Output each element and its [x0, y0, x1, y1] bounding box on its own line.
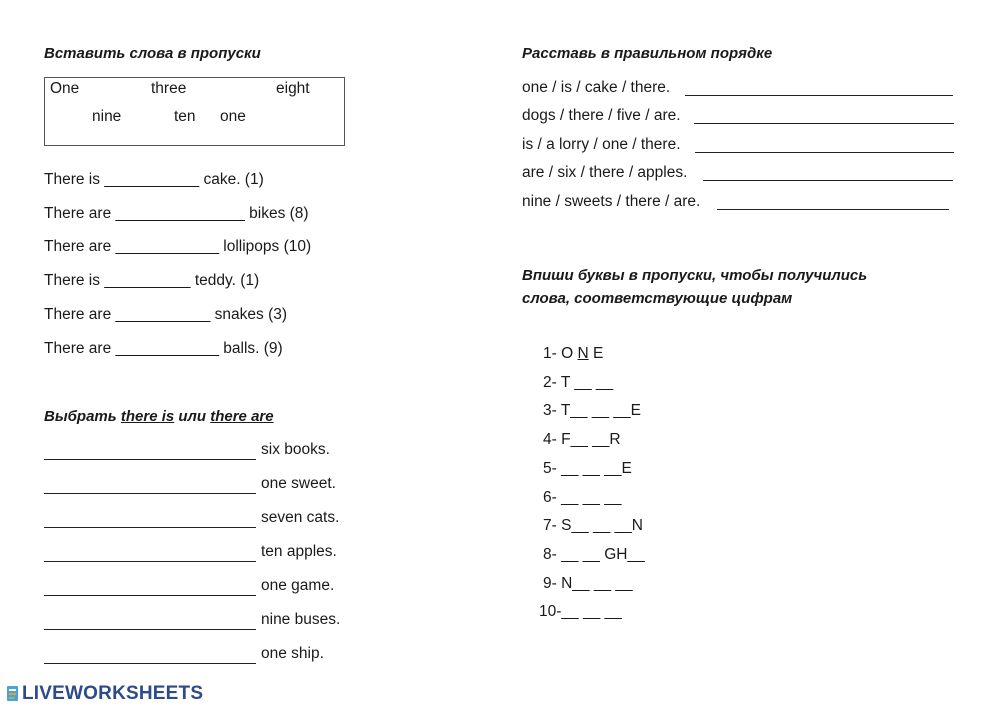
answer-line[interactable]: [44, 561, 256, 562]
answer-line[interactable]: [44, 459, 256, 460]
sentence-start: There are: [44, 340, 116, 357]
letter-item[interactable]: [543, 374, 613, 392]
word-bank-word: one: [220, 108, 246, 125]
letter-item-number: 5-: [543, 460, 557, 477]
order-item-text: are / six / there / apples.: [522, 164, 688, 181]
letter-item-text: __ __ __: [556, 489, 622, 506]
section3-heading: Расставь в правильном порядке: [522, 45, 773, 62]
order-item-text: dogs / there / five / are.: [522, 107, 681, 124]
sentence-blank[interactable]: ____________: [115, 238, 219, 255]
letter-item-text: F__ __R: [556, 431, 621, 448]
sentence-end: bikes (8): [244, 205, 309, 222]
liveworksheets-logo[interactable]: [6, 684, 203, 704]
answer-line[interactable]: [44, 595, 256, 596]
answer-line[interactable]: [695, 152, 954, 153]
answer-line[interactable]: [44, 629, 256, 630]
letter-item-number: 2-: [543, 374, 557, 391]
choice-item-text: one sweet.: [261, 475, 336, 492]
sentence-blank[interactable]: __________: [104, 272, 191, 289]
answer-line[interactable]: [44, 527, 256, 528]
sentence-end: lollipops (10): [218, 238, 312, 255]
answer-line[interactable]: [44, 493, 256, 494]
logo-text: LIVEWORKSHEETS: [22, 683, 204, 704]
letter-item[interactable]: [543, 489, 621, 507]
section2-heading: [44, 408, 274, 425]
fill-sentence[interactable]: [44, 205, 309, 223]
choice-item-text: one game.: [261, 577, 335, 594]
letter-item-number: 10-: [539, 603, 562, 620]
word-bank-word: eight: [276, 80, 310, 97]
letter-item[interactable]: [543, 460, 632, 478]
order-item-text: is / a lorry / one / there.: [522, 136, 681, 153]
fill-sentence[interactable]: [44, 238, 311, 256]
sentence-blank[interactable]: ___________: [104, 171, 200, 188]
fill-sentence[interactable]: [44, 306, 287, 324]
answer-line[interactable]: [44, 663, 256, 664]
sentence-blank[interactable]: ____________: [115, 340, 219, 357]
sentence-start: There are: [44, 238, 116, 255]
letter-item-text: T__ __ __E: [556, 402, 641, 419]
letter-item-text: __ __ __: [561, 603, 622, 620]
letter-item-number: 8-: [543, 546, 557, 563]
choice-item-text: one ship.: [261, 645, 324, 662]
letter-item[interactable]: [539, 603, 622, 621]
sentence-end: balls. (9): [218, 340, 283, 357]
letter-item-text: __ __ __E: [556, 460, 632, 477]
letter-item-text: T __ __: [556, 374, 614, 391]
choice-item-text: six books.: [261, 441, 330, 458]
fill-sentence[interactable]: [44, 171, 264, 189]
sentence-start: There is: [44, 272, 105, 289]
section1-heading: Вставить слова в пропуски: [44, 45, 261, 62]
sentence-start: There are: [44, 306, 116, 323]
fill-sentence[interactable]: [44, 272, 259, 290]
letter-item[interactable]: [543, 517, 643, 535]
heading-underlined: there are: [210, 408, 274, 425]
word-bank-word: ten: [174, 108, 196, 125]
letter-item-number: 6-: [543, 489, 557, 506]
order-item-text: nine / sweets / there / are.: [522, 193, 701, 210]
heading-text: Выбрать: [44, 408, 121, 425]
order-item-text: one / is / cake / there.: [522, 79, 671, 96]
letter-item-number: 4-: [543, 431, 557, 448]
section4-heading-line1: Впиши буквы в пропуски, чтобы получились: [522, 267, 868, 284]
heading-underlined: there is: [120, 408, 175, 425]
letter-item-text: __ __ GH__: [556, 546, 645, 563]
answer-line[interactable]: [703, 180, 953, 181]
answer-line[interactable]: [694, 123, 954, 124]
letter-item[interactable]: [543, 575, 633, 593]
word-bank-word: nine: [92, 108, 122, 125]
letter-item[interactable]: [543, 345, 603, 363]
letter-item-underlined: N: [577, 345, 589, 362]
choice-item-text: seven cats.: [261, 509, 340, 526]
liveworksheets-logo-icon: [6, 685, 20, 703]
letter-item[interactable]: [543, 431, 621, 449]
letter-item-text: O: [556, 345, 578, 362]
choice-item-text: nine buses.: [261, 611, 341, 628]
letter-item-number: 1-: [543, 345, 557, 362]
fill-sentence[interactable]: [44, 340, 283, 358]
letter-item[interactable]: [543, 546, 645, 564]
letter-item-text: E: [588, 345, 604, 362]
sentence-blank[interactable]: ___________: [115, 306, 211, 323]
sentence-blank[interactable]: _______________: [115, 205, 245, 222]
section4-heading-line2: слова, соответствующие цифрам: [522, 290, 793, 307]
letter-item[interactable]: [543, 402, 641, 420]
heading-text: или: [174, 408, 211, 425]
letter-item-number: 7-: [543, 517, 557, 534]
word-bank-box: [44, 77, 345, 146]
sentence-start: There are: [44, 205, 116, 222]
sentence-start: There is: [44, 171, 105, 188]
choice-item-text: ten apples.: [261, 543, 337, 560]
sentence-end: snakes (3): [210, 306, 288, 323]
sentence-end: teddy. (1): [190, 272, 260, 289]
letter-item-text: N__ __ __: [556, 575, 633, 592]
letter-item-number: 3-: [543, 402, 557, 419]
word-bank-word: three: [151, 80, 187, 97]
answer-line[interactable]: [717, 209, 949, 210]
letter-item-text: S__ __ __N: [556, 517, 643, 534]
letter-item-number: 9-: [543, 575, 557, 592]
sentence-end: cake. (1): [199, 171, 264, 188]
word-bank-word: One: [50, 80, 80, 97]
answer-line[interactable]: [685, 95, 953, 96]
